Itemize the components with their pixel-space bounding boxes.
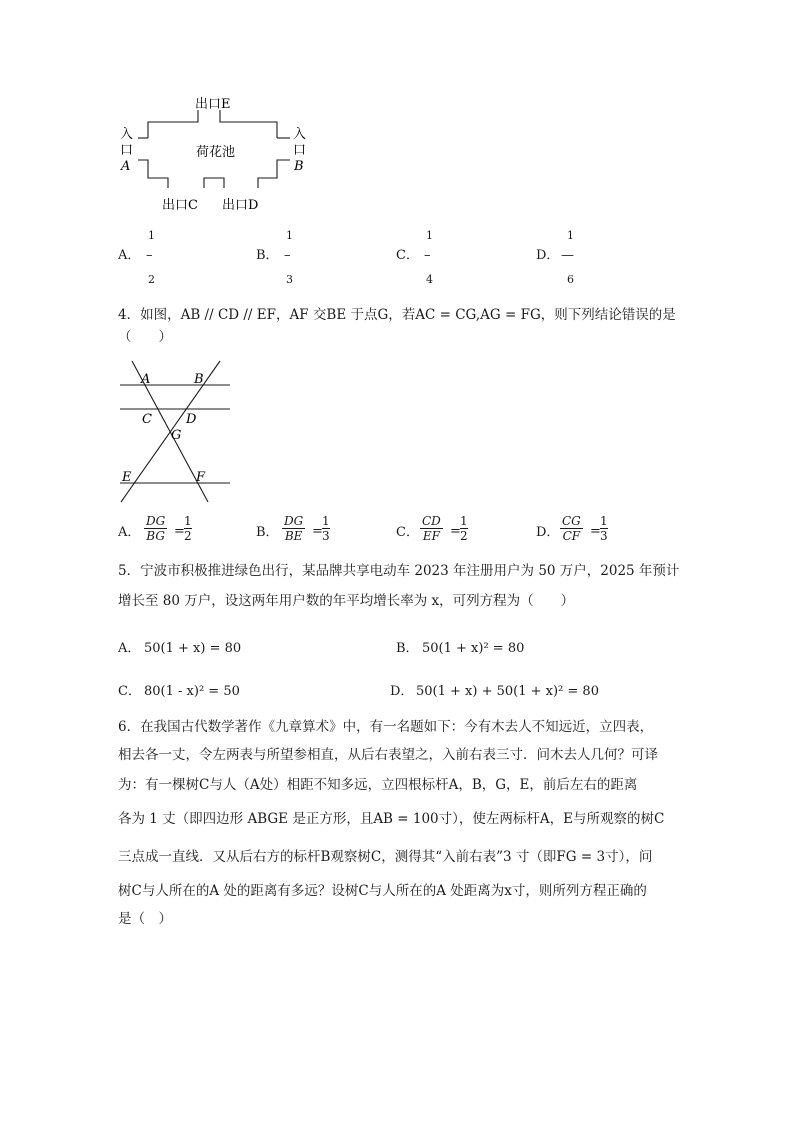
q3-option-c-den: 4: [426, 273, 433, 286]
point-f-label: F: [196, 470, 206, 485]
q4-option-d-eq: =: [590, 524, 601, 539]
q5-option-a-expr: 50(1 + x) = 80: [144, 641, 242, 656]
q4-option-b-lhs: DG BE: [284, 514, 304, 543]
q4-option-d-rhs: 1 3: [600, 514, 608, 543]
q6-line-1: 6．在我国古代数学著作《九章算术》中，有一名题如下：今有木去人不知远近，立四表，: [118, 719, 654, 735]
point-d-label: D: [186, 412, 197, 427]
point-c-label: C: [142, 412, 152, 427]
point-g-label: G: [171, 428, 182, 443]
q4-option-b-label: B．: [256, 525, 279, 540]
q4-option-a-label: A．: [118, 525, 141, 540]
q6-line-5: 三点成一直线．又从后右方的标杆B观察树C，测得其“入前右表”3 寸（即FG = 3寸），问: [118, 849, 653, 865]
entrance-b-letter: B: [294, 159, 304, 174]
q4-option-b-eq: =: [312, 524, 323, 539]
q5-option-c-expr: 80(1 - x)² = 50: [144, 684, 240, 699]
q3-option-c-num: 1: [426, 229, 433, 242]
q5-option-c-label: C．: [118, 684, 141, 699]
q4-option-c-label: C．: [396, 525, 419, 540]
pond-wall-top-left: [148, 110, 198, 138]
q3-option-b-num: 1: [286, 229, 293, 242]
pond-wall-bottom-mid: [204, 178, 224, 188]
q5-option-d-label: D．: [390, 684, 414, 699]
q5-option-b-expr: 50(1 + x)² = 80: [422, 641, 525, 656]
q4-option-a[interactable]: [118, 514, 238, 550]
point-e-label: E: [122, 470, 132, 485]
q4-option-c[interactable]: [396, 514, 516, 550]
q3-option-d-den: 6: [567, 273, 574, 286]
pond-wall-top-right: [220, 110, 277, 138]
q6-line-2: 相去各一丈，令左两表与所望参相直，从后右表望之，入前右表三寸．问木去人几何？可译: [118, 747, 658, 763]
entrance-b-top: 入: [293, 127, 307, 142]
exit-d-label: 出口D: [222, 198, 259, 213]
exit-e-label: 出口E: [195, 97, 231, 112]
entrance-a-letter: A: [121, 159, 131, 174]
q6-line-3: 为：有一棵树C与人（A处）相距不知多远，立四根标杆A，B，G，E，前后左右的距离: [118, 777, 638, 793]
q5-stem-line1: 5．宁波市积极推进绿色出行，某品牌共享电动车 2023 年注册用户为 50 万户，2025 年预计: [118, 563, 680, 579]
q4-option-c-lhs: CD EF: [422, 514, 441, 543]
q3-option-a-den: 2: [148, 273, 155, 286]
lotus-pond-figure: [110, 90, 320, 220]
q4-option-c-eq: =: [450, 524, 461, 539]
parallel-lines-figure: [116, 355, 241, 505]
q3-option-c-label: C．: [396, 248, 419, 263]
q4-option-a-eq: =: [174, 524, 185, 539]
q4-option-a-rhs: 1 2: [184, 514, 192, 543]
q5-option-a-label: A．: [118, 641, 141, 656]
q6-line-7: 是（ ）: [118, 911, 172, 927]
q3-option-b-den: 3: [286, 273, 293, 286]
q6-line-6: 树C与人所在的A 处的距离有多远？设树C与人所在的A 处距离为x寸，则所列方程正确的: [118, 883, 647, 899]
q3-option-d-dash: —: [561, 248, 574, 263]
q3-option-b-label: B．: [256, 248, 279, 263]
pool-label: 荷花池: [196, 145, 236, 160]
q4-option-b[interactable]: [256, 514, 376, 550]
q3-option-d-label: D．: [536, 248, 560, 263]
q3-option-a-label: A．: [118, 248, 141, 263]
q4-option-d[interactable]: [536, 514, 656, 550]
pond-wall-right-bottom: [258, 160, 290, 188]
entrance-b-mid: 口: [293, 143, 307, 158]
q5-option-b-label: B．: [396, 641, 419, 656]
q4-option-d-lhs: CG CF: [562, 514, 581, 543]
q4-option-a-lhs: DG BG: [146, 514, 166, 543]
q4-option-d-label: D．: [536, 525, 560, 540]
pond-wall-left-bottom: [138, 160, 168, 188]
q5-stem-line2: 增长至 80 万户，设这两年用户数的年平均增长率为 x，可列方程为（ ）: [118, 593, 575, 609]
q3-option-d-num: 1: [567, 229, 574, 242]
exit-c-label: 出口C: [162, 198, 198, 213]
entrance-a-top: 入: [120, 127, 134, 142]
q6-line-4: 各为 1 丈（即四边形 ABGE 是正方形，且AB = 100寸），使左两标杆A，E与所观察的树C: [118, 811, 665, 827]
q3-option-c-dash: –: [424, 248, 431, 263]
q3-option-a-num: 1: [148, 229, 155, 242]
q3-option-b-dash: –: [284, 248, 291, 263]
q5-option-d-expr: 50(1 + x) + 50(1 + x)² = 80: [416, 684, 599, 699]
entrance-a-mid: 口: [120, 143, 134, 158]
q3-option-a-dash: –: [146, 248, 153, 263]
q4-option-c-rhs: 1 2: [460, 514, 468, 543]
q4-option-b-rhs: 1 3: [322, 514, 330, 543]
point-a-label: A: [141, 372, 151, 387]
point-b-label: B: [194, 372, 204, 387]
q4-stem-line1: 4．如图，AB // CD // EF，AF 交BE 于点G，若AC = CG,AG = FG，则下列结论错误的是: [118, 307, 676, 323]
q4-stem-line2: （ ）: [118, 329, 172, 345]
